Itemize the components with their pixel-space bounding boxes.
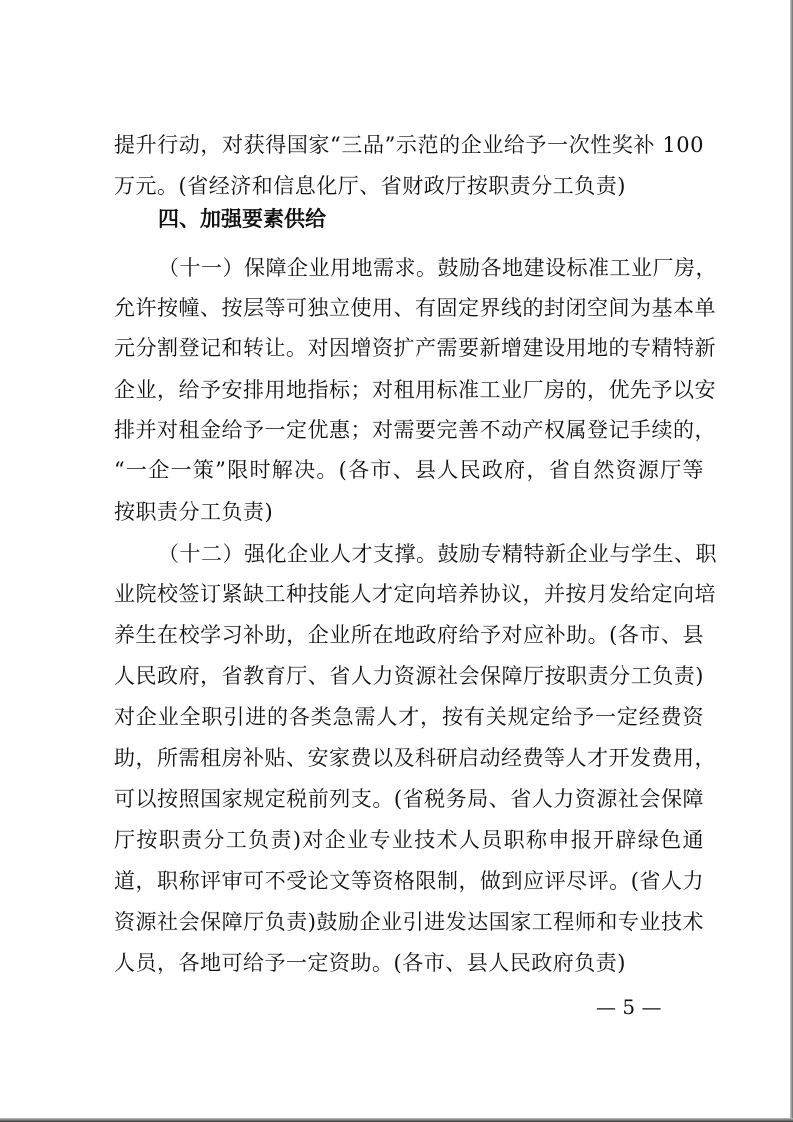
text-line: 可以按照国家规定税前列支。(省税务局、省人力资源社会保障 xyxy=(114,787,704,811)
text-line: 人民政府，省教育厅、省人力资源社会保障厅按职责分工负责) xyxy=(114,664,704,688)
text-line: 允许按幢、按层等可独立使用、有固定界线的封闭空间为基本单 xyxy=(114,296,716,320)
text-line: “一企一策”限时解决。(各市、县人民政府，省自然资源厅等 xyxy=(114,458,704,482)
page-number: — 5 — xyxy=(596,995,662,1019)
text-line: （十二）强化企业人才支撑。鼓励专精特新企业与学生、职 xyxy=(158,542,717,566)
text-line: 资源社会保障厅负责)鼓励企业引进发达国家工程师和专业技术 xyxy=(114,910,704,934)
text-line: 道，职称评审可不受论文等资格限制，做到应评尽评。(省人力 xyxy=(114,869,704,893)
section-heading: 四、加强要素供给 xyxy=(158,207,326,231)
text-line: 元分割登记和转让。对因增资扩产需要新增建设用地的专精特新 xyxy=(114,336,716,360)
text-line: 厅按职责分工负责)对企业专业技术人员职称申报开辟绿色通 xyxy=(114,828,704,852)
text-line: 排并对租金给予一定优惠；对需要完善不动产权属登记手续的， xyxy=(114,418,716,442)
text-line: 按职责分工负责) xyxy=(114,500,274,524)
text-line: 助，所需租房补贴、安家费以及科研启动经费等人才开发费用， xyxy=(114,746,716,770)
text-line: 提升行动，对获得国家“三品”示范的企业给予一次性奖补 100 xyxy=(114,133,704,157)
scan-edge-bottom xyxy=(0,1118,793,1122)
text-line: 对企业全职引进的各类急需人才，按有关规定给予一定经费资 xyxy=(114,705,704,729)
text-line: 业院校签订紧缺工种技能人才定向培养协议，并按月发给定向培 xyxy=(114,582,716,606)
text-line: （十一）保障企业用地需求。鼓励各地建设标准工业厂房， xyxy=(158,256,717,280)
text-line: 人员，各地可给予一定资助。(各市、县人民政府负责) xyxy=(114,951,626,975)
text-line: 万元。(省经济和信息化厅、省财政厅按职责分工负责) xyxy=(114,174,626,198)
text-line: 企业，给予安排用地指标；对租用标准工业厂房的，优先予以安 xyxy=(114,378,716,402)
text-line: 养生在校学习补助，企业所在地政府给予对应补助。(各市、县 xyxy=(114,623,704,647)
